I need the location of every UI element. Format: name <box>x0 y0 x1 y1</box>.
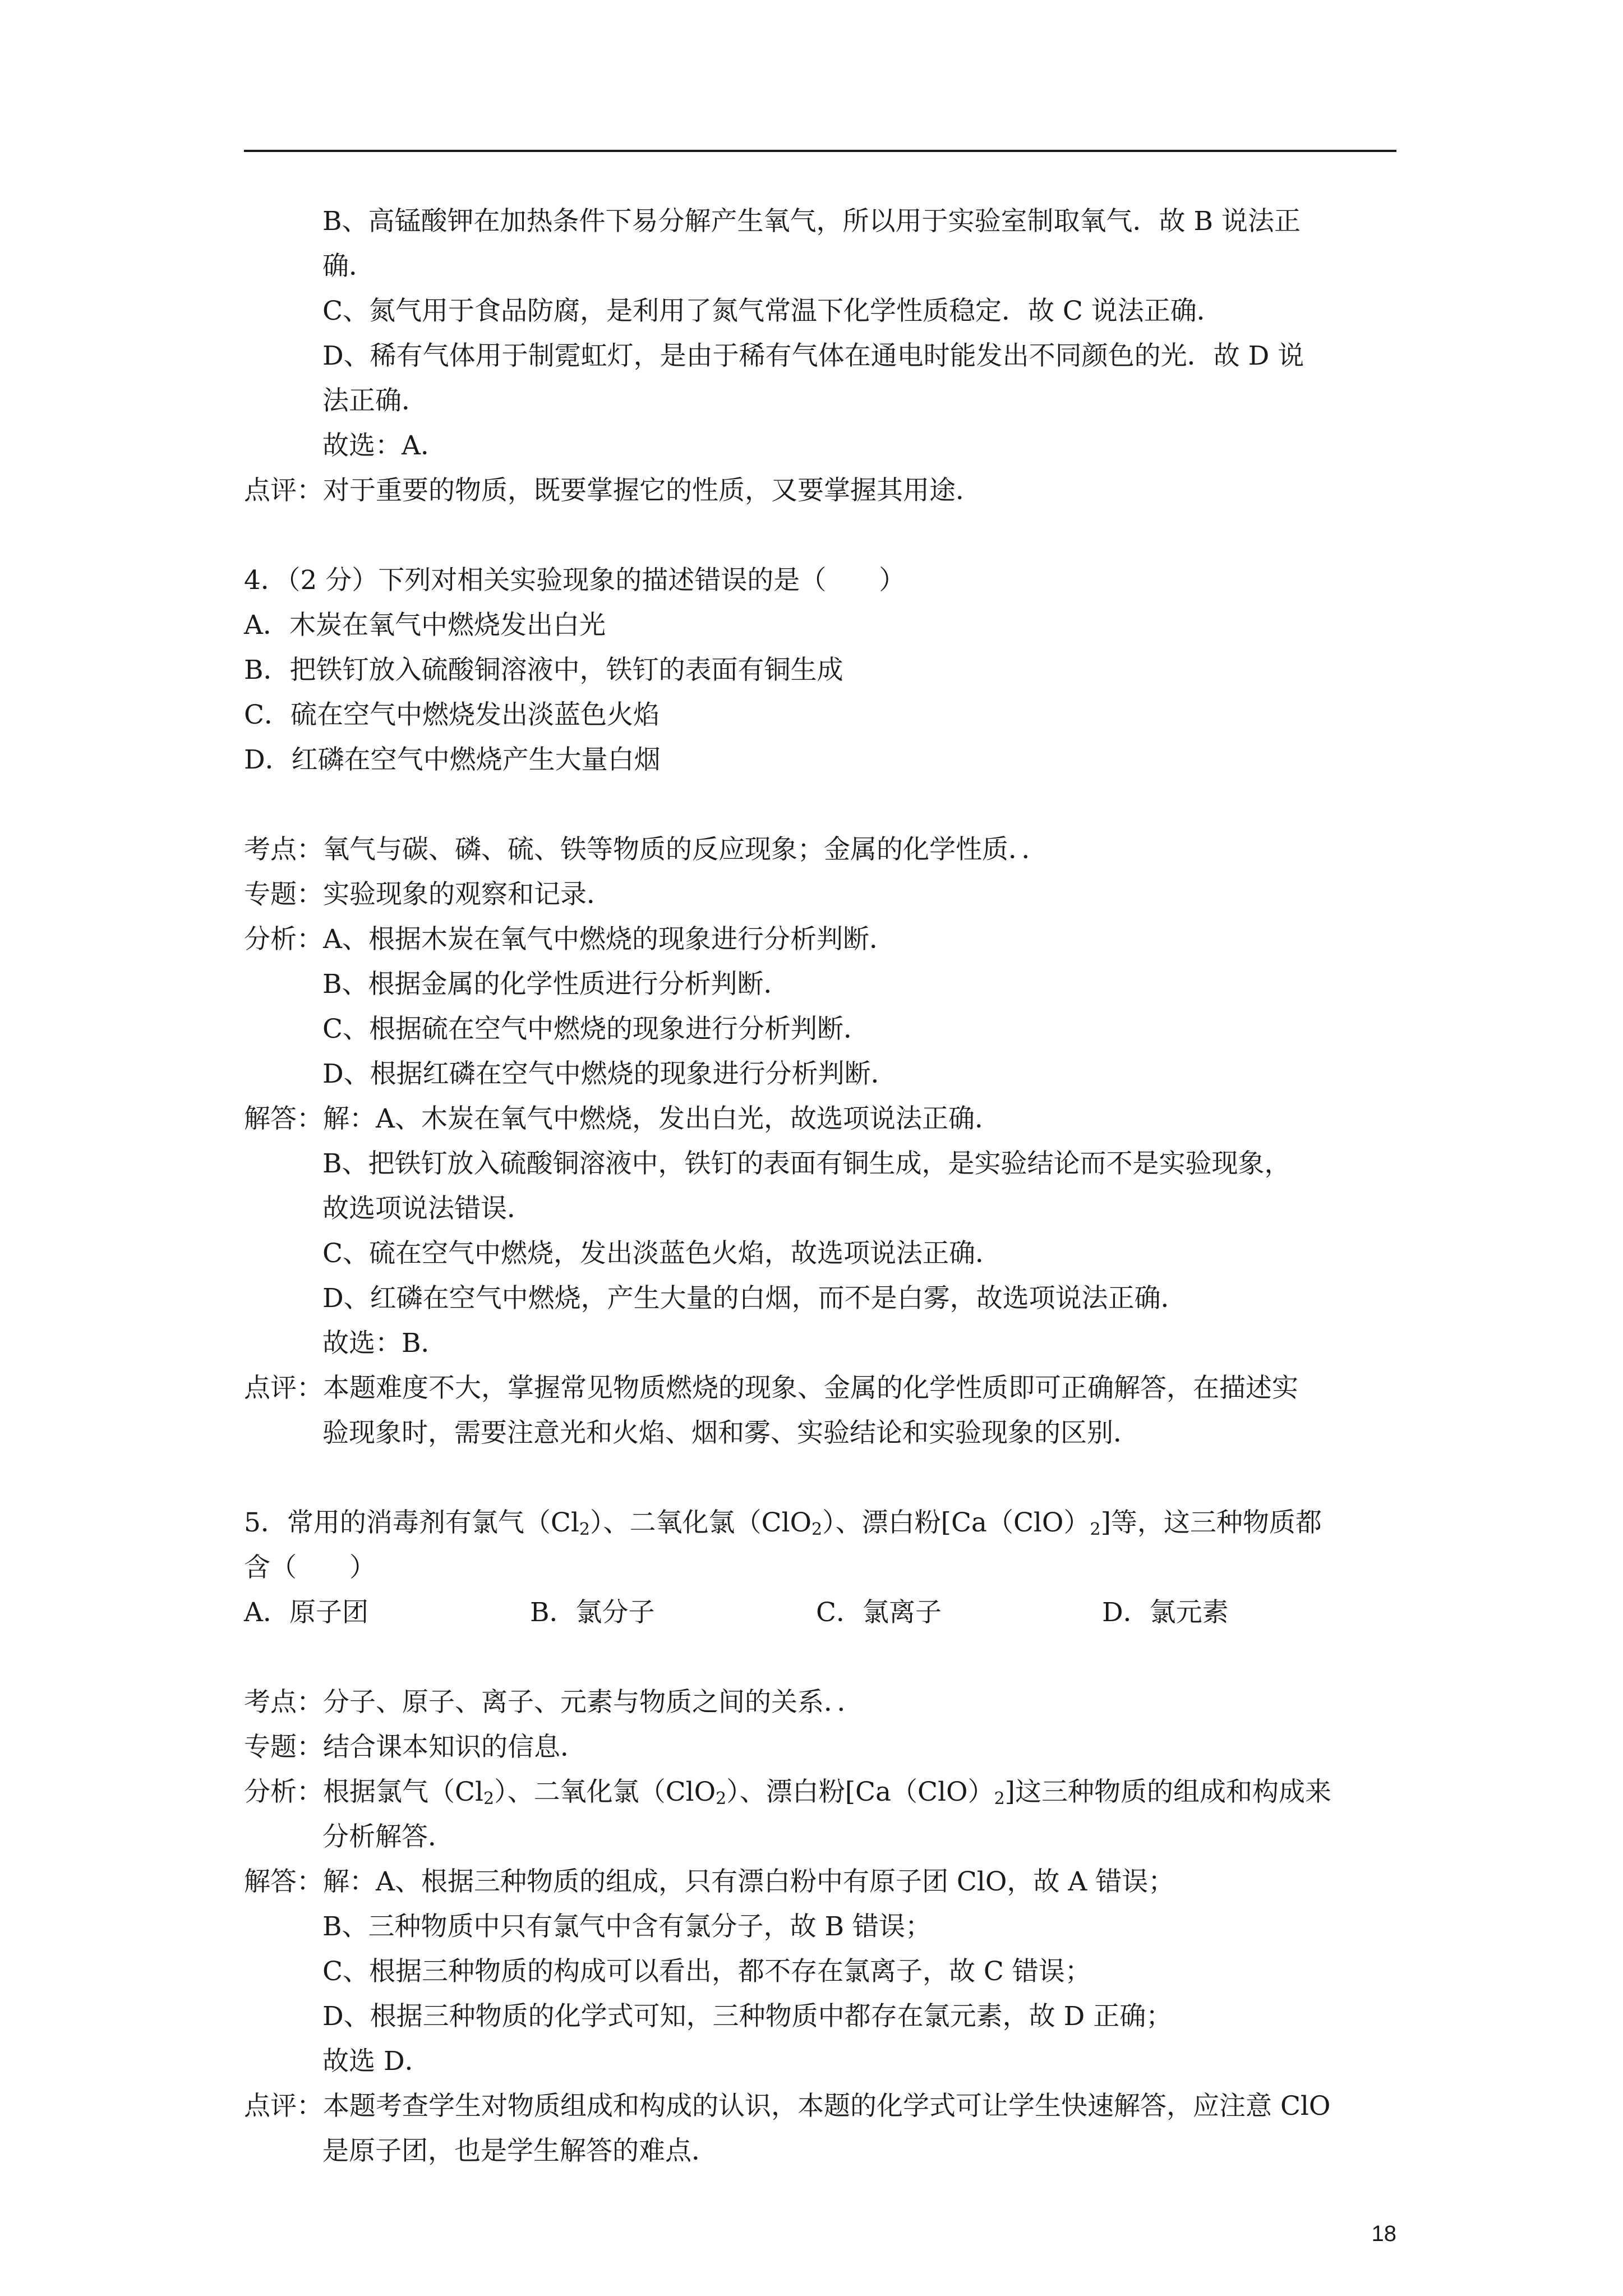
q5-jieda-c: C、根据三种物质的构成可以看出，都不存在氯离子，故 C 错误； <box>322 1956 1091 1987</box>
q5-option-d: D．氯元素 <box>1102 1597 1229 1628</box>
q5-zhuanti: 专题：结合课本知识的信息． <box>244 1732 587 1763</box>
header-rule <box>244 150 1396 152</box>
q5-option-a: A．原子团 <box>244 1597 368 1628</box>
q4-fenxi-b: B、根据金属的化学性质进行分析判断． <box>322 969 790 1000</box>
q4-option-d: D．红磷在空气中燃烧产生大量白烟 <box>244 744 661 775</box>
page-content <box>244 199 1410 2174</box>
prev-comment: 点评：对于重要的物质，既要掌握它的性质，又要掌握其用途． <box>244 475 982 506</box>
q5-fenxi-line1: 分析：根据氯气$(Cl_2)$、二氧化氯（ClO$_2$）、漂白粉$[Ca(ClO)_2]$这三种物质的组成和构成来 <box>244 1777 1331 1809</box>
q5-jieda-b: B、三种物质中只有氯气中含有氯分子，故 B 错误； <box>322 1911 932 1942</box>
q4-jieda-d: D、红磷在空气中燃烧，产生大量的白烟，而不是白雾，故选项说法正确． <box>322 1283 1187 1314</box>
prev-analysis-d-line2: 法正确． <box>322 385 428 416</box>
q4-jieda-b-line2: 故选项说法错误． <box>322 1193 533 1224</box>
q5-jieda-d: D、根据三种物质的化学式可知，三种物质中都存在氯元素，故 D 正确； <box>322 2001 1173 2032</box>
prev-analysis-b-line2: 确． <box>322 251 375 282</box>
q4-jieda-c: C、硫在空气中燃烧，发出淡蓝色火焰，故选项说法正确． <box>322 1238 1002 1269</box>
q5-stem-line1: 5．常用的消毒剂有氯气$(Cl_2)$、二氧化氯（ClO$_2$）、漂白粉$[Ca(ClO)_2]$等，这三种物质都 <box>244 1507 1322 1539</box>
q5-options <box>244 1590 1410 1635</box>
page-number: 18 <box>1371 2221 1396 2246</box>
q5-dianping-line2: 是原子团，也是学生解答的难点． <box>322 2136 718 2166</box>
prev-analysis-c: C、氮气用于食品防腐，是利用了氮气常温下化学性质稳定．故 C 说法正确． <box>322 296 1223 326</box>
prev-analysis-b-line1: B、高锰酸钾在加热条件下易分解产生氧气，所以用于实验室制取氧气．故 B 说法正 <box>322 206 1301 237</box>
q4-option-b: B．把铁钉放入硫酸铜溶液中，铁钉的表面有铜生成 <box>244 655 843 685</box>
q4-option-c: C．硫在空气中燃烧发出淡蓝色火焰 <box>244 700 660 730</box>
q5-stem-line2: 含（ ） <box>244 1552 376 1583</box>
q4-fenxi-a: 分析：A、根据木炭在氧气中燃烧的现象进行分析判断． <box>244 924 896 955</box>
q4-fenxi-c: C、根据硫在空气中燃烧的现象进行分析判断． <box>322 1014 870 1045</box>
q4-option-a: A．木炭在氧气中燃烧发出白光 <box>244 610 606 641</box>
prev-analysis-d-line1: D、稀有气体用于制霓虹灯，是由于稀有气体在通电时能发出不同颜色的光．故 D 说 <box>322 341 1304 371</box>
q5-kaodian: 考点：分子、原子、离子、元素与物质之间的关系．． <box>244 1687 864 1718</box>
q4-stem: 4．（2 分）下列对相关实验现象的描述错误的是（ ） <box>244 565 906 596</box>
q4-jieda-a: 解答：解：A、木炭在氧气中燃烧，发出白光，故选项说法正确． <box>244 1103 1001 1134</box>
q4-dianping-line2: 验现象时，需要注意光和火焰、烟和雾、实验结论和实验现象的区别． <box>322 1418 1140 1448</box>
q4-fenxi-d: D、根据红磷在空气中燃烧的现象进行分析判断． <box>322 1059 897 1089</box>
q5-option-c: C．氯离子 <box>816 1597 942 1628</box>
prev-select: 故选：A． <box>322 430 447 461</box>
q5-select: 故选 D． <box>322 2046 431 2077</box>
q4-jieda-b-line1: B、把铁钉放入硫酸铜溶液中，铁钉的表面有铜生成，是实验结论而不是实验现象， <box>322 1148 1291 1179</box>
q5-fenxi-line2: 分析解答． <box>322 1821 454 1852</box>
q5-jieda-a: 解答：解：A、根据三种物质的组成，只有漂白粉中有原子团 ClO，故 A 错误； <box>244 1866 1175 1897</box>
q4-zhuanti: 专题：实验现象的观察和记录． <box>244 879 613 910</box>
q5-dianping-line1: 点评：本题考查学生对物质组成和构成的认识，本题的化学式可让学生快速解答，应注意 ClO <box>244 2091 1331 2122</box>
q4-kaodian: 考点：氧气与碳、磷、硫、铁等物质的反应现象；金属的化学性质．． <box>244 834 1048 865</box>
q5-option-b: B．氯分子 <box>530 1597 655 1628</box>
q4-select: 故选：B． <box>322 1328 448 1359</box>
q4-dianping-line1: 点评：本题难度不大，掌握常见物质燃烧的现象、金属的化学性质即可正确解答，在描述实 <box>244 1373 1298 1404</box>
